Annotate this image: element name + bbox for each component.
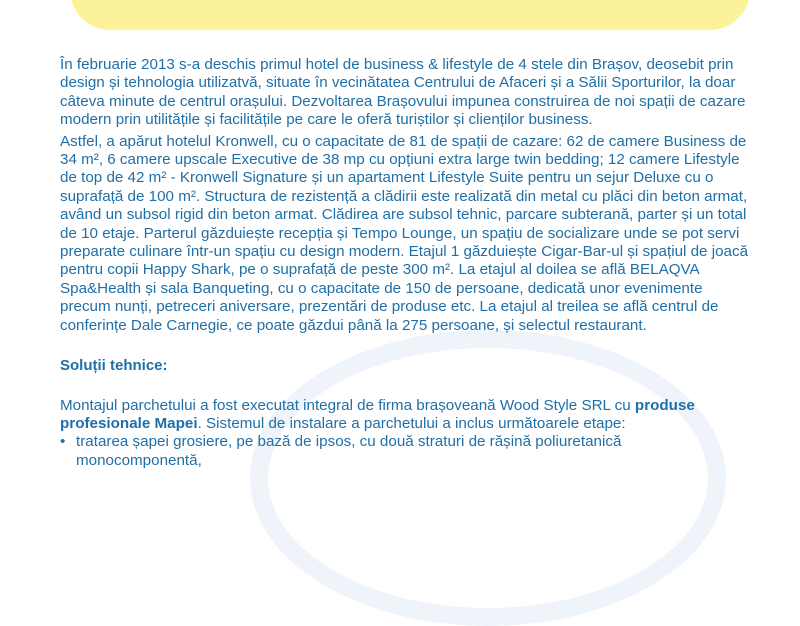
list-item-text: tratarea șapei grosiere, pe bază de ipsos, cu două straturi de rășină poliuretanică monocomponentă, [76,433,622,469]
intro-text-start: Montajul parchetului a fost executat integral de firma brașoveană Wood Style SRL cu [60,396,635,414]
list-item [60,433,750,470]
paragraph-hotel-description: Astfel, a apărut hotelul Kronwell, cu o capacitate de 81 de spații de cazare: 62 de camere Business de 34 m², 6 camere upscale Executive de 38 mp cu opțiuni extra large twin bedding; 12 camere Lifestyle de top de 42 m² - Kronwell Signature și un apartament Lifestyle Suite pentru un sejur Deluxe cu o suprafață de 100 m². Structura de rezistență a clădirii este realizată din metal cu plăci din beton armat, având un subsol rigid din beton armat. Clădirea are subsol tehnic, parcare subterană, parter și un total de 10 etaje. Parterul găzduiește recepția și Tempo Lounge, un spațiu de socializare unde se pot servi preparate culinare într-un spațiu cu design modern. Etajul 1 găzduiește Cigar-Bar-ul și spațiul de joacă pentru copii Happy Shark, pe o suprafață de peste 300 m². La etajul al doilea se află BELAQVA Spa&Health și sala Banqueting, cu o capacitate de 150 de persoane, dedicată unor evenimente precum nunți, petreceri aniversare, prezentări de produse etc. La etajul al treilea se află centrul de conferințe Dale Carnegie, ce poate găzdui până la 275 persoane, și selectul restaurant. [60,132,749,334]
section-heading: Soluții tehnice: [60,357,168,375]
intro-bold-text: produse profesionale Mapei [60,396,695,432]
bullet-icon: • [60,433,66,451]
article-body [60,56,750,470]
top-banner [70,0,750,30]
steps-list [60,433,750,470]
section-intro [60,397,750,434]
intro-text-end: . Sistemul de instalare a parchetului a inclus următoarele etape: [197,414,626,432]
paragraph-intro: În februarie 2013 s-a deschis primul hotel de business & lifestyle de 4 stele din Brașov, deosebit prin design și tehnologia utilizatvă, situate în vecinătatea Centrului de Afaceri și a Sălii Sporturilor, la doar câteva minute de centrul orașului. Dezvoltarea Brașovului impunea construirea de noi spații de cazare modern prin utilitățile și facilitățile pe care le oferă turiștilor și clienților business. [60,56,746,129]
